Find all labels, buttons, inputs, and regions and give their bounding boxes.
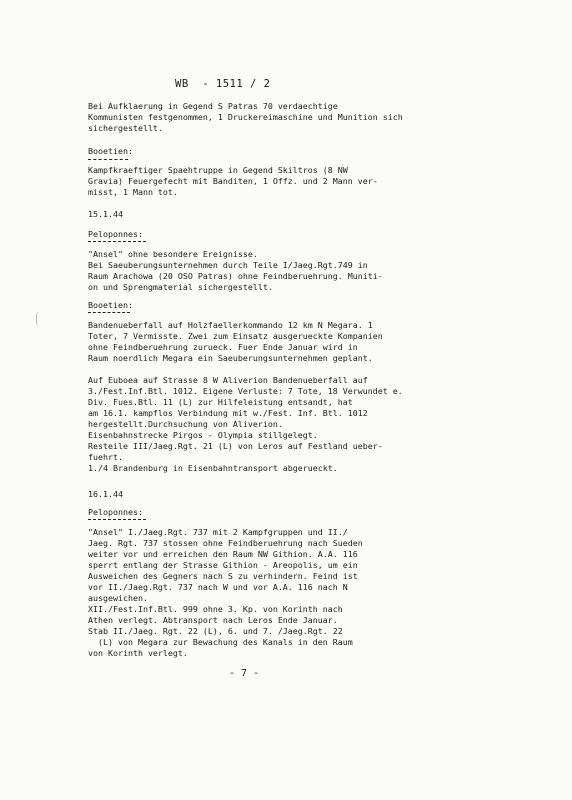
section-line: Raum Arachowa (20 OSO Patras) ohne Feindberuehrung. Muniti- <box>88 271 383 281</box>
section-line: Ausweichen des Gegners nach S zu verhindern. Feind ist <box>88 571 358 581</box>
section-line: 1./4 Brandenburg in Eisenbahntransport abgerueckt. <box>88 463 338 473</box>
intro-line: Kommunisten festgenommen, 1 Druckereimaschine und Munition sich <box>88 112 403 122</box>
section-line: "Ansel" ohne besondere Ereignisse. <box>88 249 258 259</box>
section-line: Raum noerdlich Megara ein Saeuberungsunternehmen geplant. <box>88 353 373 363</box>
section-line: 3./Fest.Inf.Btl. 1012. Eigene Verluste: 7 Tote, 18 Verwundet e. <box>88 386 403 396</box>
heading-underline <box>88 312 130 313</box>
section-heading: Booetien: <box>88 300 133 310</box>
section-heading: Peloponnes: <box>88 229 143 239</box>
section-line: am 16.1. kampflos Verbindung mit w./Fest. Inf. Btl. 1012 <box>88 408 368 418</box>
page-number: - 7 - <box>229 668 260 679</box>
section-line: Athen verlegt. Abtransport nach Leros Ende Januar. <box>88 615 338 625</box>
section-line: hergestellt.Durchsuchung von Aliverion. <box>88 419 283 429</box>
section-line: Jaeg. Rgt. 737 stossen ohne Feindberuehrung nach Sueden <box>88 538 363 548</box>
section-line: Div. Fues.Btl. 11 (L) zur Hilfeleistung entsandt, hat <box>88 397 353 407</box>
section-line: ohne Feindberuehrung zurueck. Fuer Ende Januar wird in <box>88 342 358 352</box>
date-heading: 16.1.44 <box>88 489 123 499</box>
section-line: XII./Fest.Inf.Btl. 999 ohne 3. Kp. von Korinth nach <box>88 604 343 614</box>
section-line: Resteile III/Jaeg.Rgt. 21 (L) von Leros auf Festland ueber- <box>88 441 383 451</box>
section-line: Stab II./Jaeg. Rgt. 22 (L), 6. und 7. /Jaeg.Rgt. 22 <box>88 626 343 636</box>
section-line: Kampfkraeftiger Spaehtruppe in Gegend Skiltros (8 NW <box>88 165 348 175</box>
section-line: Toter, 7 Vermisste. Zwei zum Einsatz ausgerueckte Kompanien <box>88 331 383 341</box>
section-line: (L) von Megara zur Bewachung des Kanals in den Raum <box>88 637 353 647</box>
section-line: Bandenueberfall auf Holzfaellerkommando 12 km N Megara. 1 <box>88 320 373 330</box>
date-heading: 15.1.44 <box>88 209 123 219</box>
section-heading: Booetien: <box>88 146 133 156</box>
section-line: misst, 1 Mann tot. <box>88 187 178 197</box>
section-line: fuehrt. <box>88 452 123 462</box>
section-line: ausgewichen. <box>88 593 148 603</box>
punch-hole-mark <box>36 312 43 326</box>
section-line: Bei Saeuberungsunternehmen durch Teile I/Jaeg.Rgt.749 in <box>88 260 368 270</box>
heading-underline <box>88 159 128 160</box>
section-line: sperrt entlang der Strasse Githion - Areopolis, um ein <box>88 560 358 570</box>
section-line: on und Sprengmaterial sichergestellt. <box>88 282 273 292</box>
heading-underline <box>88 241 146 242</box>
section-line: Auf Euboea auf Strasse 8 W Aliverion Bandenueberfall auf <box>88 375 368 385</box>
heading-underline <box>88 519 146 520</box>
section-line: "Ansel" I./Jaeg.Rgt. 737 mit 2 Kampfgruppen und II./ <box>88 527 348 537</box>
document-header: WB - 1511 / 2 <box>175 78 271 90</box>
section-line: von Korinth verlegt. <box>88 648 188 658</box>
section-line: Gravia) Feuergefecht mit Banditen, 1 Offz. und 2 Mann ver- <box>88 176 378 186</box>
section-heading: Peloponnes: <box>88 507 143 517</box>
intro-line: Bei Aufklaerung in Gegend S Patras 70 verdaechtige <box>88 101 338 111</box>
section-line: Eisenbahnstrecke Pirgos - Olympia stillgelegt. <box>88 430 318 440</box>
section-line: weiter vor und erreichen den Raum NW Githion. A.A. 116 <box>88 549 358 559</box>
section-line: vor II./Jaeg.Rgt. 737 nach W und vor A.A. 116 nach N <box>88 582 348 592</box>
intro-line: sichergestellt. <box>88 123 163 133</box>
